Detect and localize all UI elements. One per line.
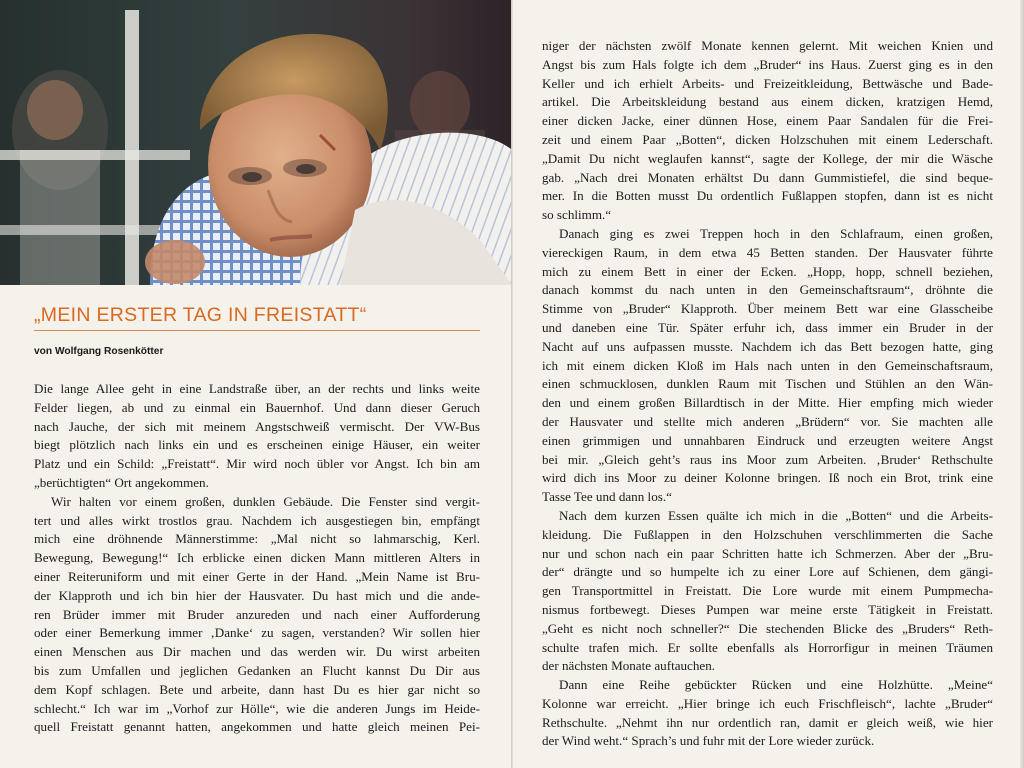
text-line: der Hausvater und stellte mich anderen „Brüdern“ vor. Sie machten alle xyxy=(542,413,993,429)
right-text-column xyxy=(542,37,993,751)
text-line: Kolonne war erreicht. „Hier bringe ich euch Frischfleisch“, lachte „Bruder“ xyxy=(542,695,993,711)
left-text-column xyxy=(34,380,480,737)
text-line: gen Transportmittel in Freistatt. Die Lore wurde mit einem Pumpmecha- xyxy=(542,583,993,599)
text-line: Platz und ein Schild: „Freistatt“. Mir wird noch übler vor Angst. Ich bin am xyxy=(34,456,480,472)
text-line: nismus fortbewegt. Dieses Pumpen war meine erste Tätigkeit in Freistatt. xyxy=(542,601,993,617)
text-line: mer. In die Botten musst Du ordentlich Fußlappen stopfen, dann ist es nicht xyxy=(542,188,993,204)
text-line: Nach dem kurzen Essen quälte ich mich in die „Botten“ und die Arbeits- xyxy=(559,507,993,523)
right-page xyxy=(513,0,1024,768)
text-line: Bewegung, Bewegung!“ Ich erblicke einen dicken Mann mittleren Alters in xyxy=(34,550,480,566)
page-edge xyxy=(1020,0,1024,768)
text-line: einen Menschen aus Dir machen und das werden wir. Du wirst arbeiten xyxy=(34,644,480,660)
text-line: tert und alles wirkt trostlos grau. Nachdem ich ausgestiegen bin, empfängt xyxy=(34,512,480,528)
text-line: Tasse Tee und dann los.“ xyxy=(542,489,672,505)
text-line: oder einer Bemerkung immer ‚Danke‘ zu sagen, verstanden? Wir sollen hier xyxy=(34,625,480,641)
text-line: mich zu einem Bett in einer der Ecken. „Hopp, hopp, schnell beziehen, xyxy=(542,263,993,279)
article-photo xyxy=(0,0,512,285)
text-line: der Wind weht.“ Sprach’s und fuhr mit der Lore wieder zurück. xyxy=(542,733,875,749)
text-line: Die lange Allee geht in eine Landstraße über, an der rechts und links weite xyxy=(34,381,480,396)
text-line: einen grimmigen und unnahbaren Eindruck und erzeugten weitere Angst xyxy=(542,432,993,448)
title-divider xyxy=(34,330,480,331)
byline: von Wolfgang Rosenkötter xyxy=(34,346,164,357)
text-line: Rethschulte. „Nehmt ihn nur ordentlich ran, damit er gleich weiß, wie hier xyxy=(542,714,993,730)
text-line: „berüchtigten“ Ort angekommen. xyxy=(34,474,209,490)
article-title: „MEIN ERSTER TAG IN FREISTATT“ xyxy=(34,304,367,326)
text-line: einer Reiteruniform und mit einer Gerte in der Hand. „Mein Name ist Bru- xyxy=(34,568,480,584)
text-line: bei mir. „Gleich geht’s raus ins Moor zum Arbeiten. ‚Bruder‘ Rethschulte xyxy=(542,451,993,467)
text-line: und daneben eine Tür. Später erfuhr ich, dass immer ein Bruder in der xyxy=(542,319,993,335)
text-line: biegt plötzlich nach links ein und es erscheinen einige Häuser, ein weiter xyxy=(34,437,480,453)
text-line: Keller und ich erhielt Arbeits- und Freizeitkleidung, Bettwäsche und Bade- xyxy=(542,75,993,91)
text-line: „Geht es nicht noch schneller?“ Die stechenden Blicke des „Bruders“ Reth- xyxy=(542,620,993,636)
text-line: nur und schon nach ein paar Schritten hatte ich Schmerzen. Aber der „Bru- xyxy=(542,545,993,561)
text-line: ren Brüder immer mit Bruder anzureden und nach einer Aufforderung xyxy=(34,606,480,622)
text-line: einer dicken Jacke, einer dünnen Hose, einem Paar Sandalen für die Frei- xyxy=(542,113,993,129)
text-line: niger der nächsten zwölf Monate kennen gelernt. Mit weichen Knien und xyxy=(542,38,993,53)
text-line: danach kommst du nach unten in den Gemeinschaftsraum“, dröhnte die xyxy=(542,282,993,298)
text-line: dem Kopf schlagen. Bete und arbeite, dann hast Du es hier gar nicht so xyxy=(34,681,480,697)
text-line: bis zum Umfallen und jeglichen Gedanken an Flucht kannst Du Dir aus xyxy=(34,662,480,678)
text-line: der“ drängte und so humpelte ich zu einer Lore auf Schienen, dem gängi- xyxy=(542,564,993,580)
text-line: artikel. Die Arbeitskleidung bestand aus einem dicken, kratzigen Hemd, xyxy=(542,94,993,110)
text-line: nach Jauche, der sich mit meinem Angstschweiß vermischt. Der VW-Bus xyxy=(34,418,480,434)
text-line: der nächsten Monate auftauchen. xyxy=(542,658,716,674)
text-line: „Damit Du nicht weglaufen kannst“, sagte der Kollege, der mir die Wäsche xyxy=(542,150,993,166)
text-line: Wir halten vor einem großen, dunklen Gebäude. Die Fenster sind vergit- xyxy=(51,493,480,509)
text-line: ich mit einem dicken Kloß im Hals nach unten in den Gemeinschaftsraum, xyxy=(542,357,993,373)
text-line: den und einem großen Billardtisch in der Mitte. Hier empfing mich wieder xyxy=(542,395,993,411)
text-line: schulte trafen mich. Er sollte ebenfalls als Horrorfigur in meinen Träumen xyxy=(542,639,993,655)
text-line: so schlimm.“ xyxy=(542,207,612,223)
text-line: der Klapproth und ich bin hier der Hausvater. Du hast mich und die ande- xyxy=(34,587,480,603)
text-line: mich eine dröhnende Männerstimme: „Mal nicht so lahmarschig, Kerl. xyxy=(34,531,480,547)
text-line: Stimme von „Bruder“ Klapproth. Über meinem Bett war eine Glasscheibe xyxy=(542,301,993,317)
text-line: zeit und einem Paar „Botten“, dicken Holzschuhen mit einem Lederschaft. xyxy=(542,131,993,147)
text-line: wird dich ins Moor zu deiner Kolonne bringen. Iß noch ein Brot, trink eine xyxy=(542,470,993,486)
text-line: gab. „Nach drei Monaten erhältst Du dann Gummistiefel, die sind beque- xyxy=(542,169,993,185)
text-line: quell Freistatt genannt hatten, angekommen und hatte gleich meinen Pei- xyxy=(34,719,480,735)
text-line: kleidung. Die Fußlappen in den Holzschuhen verschlimmerten die Sache xyxy=(542,526,993,542)
text-line: Felder liegen, ab und zu einmal ein Bauernhof. Und dann dieser Geruch xyxy=(34,399,480,415)
text-line: Danach ging es zwei Treppen hoch in den Schlafraum, einen großen, xyxy=(559,225,993,241)
text-line: Angst bis zum Hals folgte ich dem „Bruder“ ins Haus. Zuerst ging es in den xyxy=(542,56,993,72)
text-line: einen schmucklosen, dunklen Raum mit Tischen und Stühlen an den Wän- xyxy=(542,376,993,392)
text-line: schlecht.“ Ich war im „Vorhof zur Hölle“, wie die anderen Jungs im Heide- xyxy=(34,700,480,716)
text-line: viereckigen Raum, in dem etwa 45 Betten standen. Der Hausvater führte xyxy=(542,244,993,260)
text-line: Nacht auf uns aufpassen musste. Nachdem ich das Bett bezogen hatte, ging xyxy=(542,338,993,354)
text-line: Dann eine Reihe gebückter Rücken und eine Holzhütte. „Meine“ xyxy=(559,677,993,693)
